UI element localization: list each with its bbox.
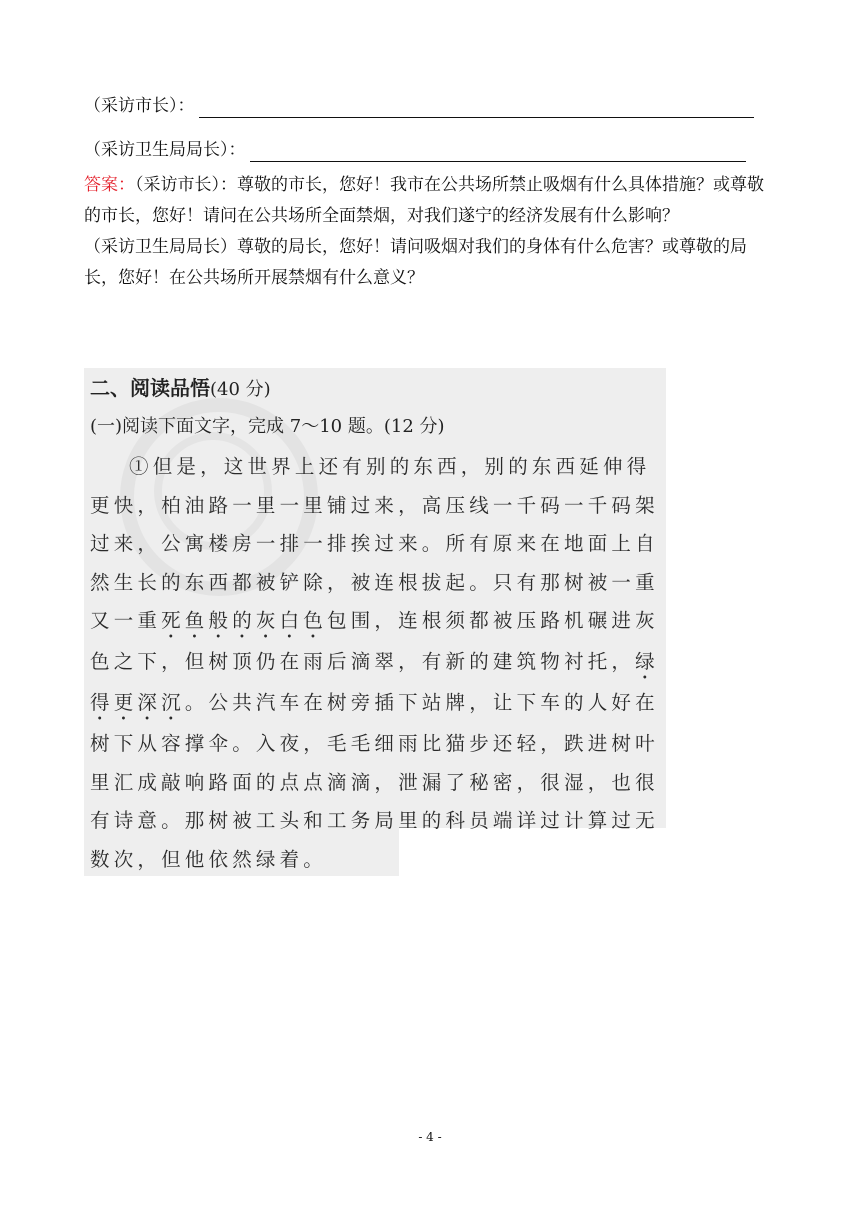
section-points: (40 分): [210, 379, 271, 400]
emphasized-phrase-2: 绿得更深沉: [90, 650, 659, 714]
passage-text-3: 。公共汽车在树旁插下站牌，让下车的人好在树下从容撑伞。入夜，毛毛细雨比猫步还轻，跌进树叶里汇成敲响路面的点点滴滴，泄漏了秘密，很湿，也很有诗意。那树被工头和工务局里的科员端详过计算过无数次，但他依然绿着。: [90, 691, 659, 871]
answer-paragraph-1: [84, 170, 774, 232]
answer-label: 答案：: [84, 175, 135, 195]
answer-paragraph-2: （采访卫生局局长）尊敬的局长，您好！请问吸烟对我们的身体有什么危害？或尊敬的局长，您好！在公共场所开展禁烟有什么意义？: [84, 237, 747, 288]
interview-health-line: [84, 138, 746, 162]
emphasized-phrase-1: 死鱼般的灰白色: [161, 609, 328, 632]
answer-text-1: （采访市长）：尊敬的市长，您好！我市在公共场所禁止吸烟有什么具体措施？或尊敬的市长，您好！请问在公共场所全面禁烟，对我们遂宁的经济发展有什么影响？: [84, 175, 764, 226]
scanned-passage: [84, 368, 666, 876]
interview-mayor-label: （采访市长）：: [84, 96, 195, 116]
answer-block: [84, 170, 774, 294]
section-title: [90, 372, 271, 401]
page-number: - 4 -: [418, 1130, 442, 1144]
answer-blank-line: [250, 143, 746, 162]
answer-blank-line: [199, 99, 754, 118]
interview-mayor-line: [84, 94, 754, 118]
interview-health-label: （采访卫生局局长）：: [84, 140, 246, 160]
section-subtitle: (一)阅读下面文字，完成 7～10 题。(12 分): [90, 416, 445, 437]
reading-passage: [90, 448, 660, 876]
passage-text-1: ①但是，这世界上还有别的东西，别的东西延伸得更快，柏油路一里一里铺过来，高压线一千码一千码架过来，公寓楼房一排一排挨过来。所有原来在地面上自然生长的东西都被铲除，被连根拔起。只有那树被一重又一重: [90, 455, 659, 632]
section-title-text: 二、阅读品悟: [90, 376, 210, 400]
passage-paragraph: [90, 448, 660, 876]
passage-text-2: 包围，连根须都被压路机碾进灰色之下，但树顶仍在雨后滴翠，有新的建筑物衬托，: [90, 609, 659, 673]
